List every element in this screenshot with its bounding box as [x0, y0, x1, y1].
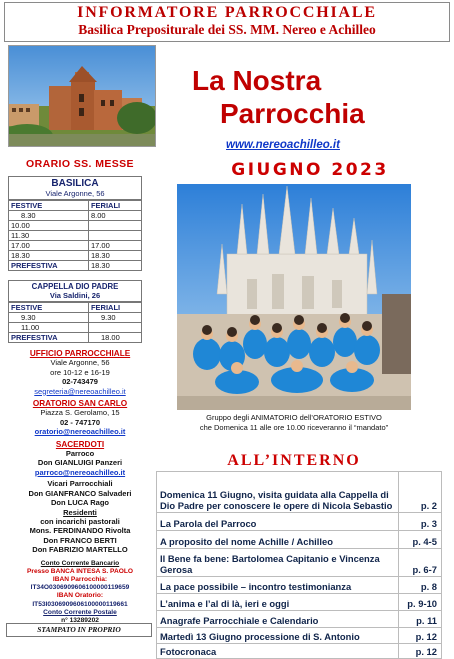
mass-schedule-title: ORARIO SS. MESSE [26, 158, 134, 170]
toc-row[interactable]: Domenica 11 Giugno, visita guidata alla Cappella di Dio Padre per conoscere le opere di Nicola Sebastio p. 2 [157, 472, 442, 513]
toc-row[interactable]: La pace possibile – incontro testimonianza p. 8 [157, 577, 442, 594]
oratory-email-link[interactable]: oratorio@nereoachilleo.it [34, 427, 126, 437]
cappella-schedule-table: FESTIVE FERIALI 9.30 9.30 11.00 PREFESTIVA 18.00 [8, 302, 142, 343]
toc-row[interactable]: Il Bene fa bene: Bartolomea Capitanio e Vincenza Gerosa p. 6-7 [157, 549, 442, 577]
priests-list: SACERDOTI Parroco Don GIANLUIGI Panzeri parroco@nereoachilleo.it Vicari Parrocchiali Don GIANFRANCO Salvaderi Don LUCA Rago Residenti con incarichi pastorali Mons. FERDINANDO Rivolta Don FRANCO BERTI Don FABRIZIO MARTELLO [4, 440, 156, 555]
contents-table [156, 471, 442, 659]
office-email-link[interactable]: segreteria@nereoachilleo.it [34, 386, 126, 396]
toc-row[interactable]: L’anima e l’al di là, ieri e oggi p. 9-10 [157, 594, 442, 611]
toc-row[interactable]: Fotocronaca p. 12 [157, 644, 442, 659]
website-link[interactable]: www.nereoachilleo.it [226, 139, 340, 151]
toc-row[interactable]: Martedì 13 Giugno processione di S. Antonio p. 12 [157, 628, 442, 644]
masthead-title: INFORMATORE PARROCCHIALE [77, 4, 377, 21]
parish-office: UFFICIO PARROCCHIALE Viale Argonne, 56 ore 10-12 e 16-19 02-743479 segreteria@nereoachilleo.it [4, 349, 156, 396]
oratory-info: ORATORIO SAN CARLO Piazza S. Gerolamo, 15 02 - 747170 oratorio@nereoachilleo.it [4, 399, 156, 437]
parish-logo [192, 60, 422, 130]
photo-caption: Gruppo degli ANIMATORIO dell’ORATORIO ESTIVO che Domenica 11 alle ore 10.00 riceveranno il “mandato” [199, 413, 389, 432]
printed-inhouse-note: STAMPATO IN PROPRIO [6, 623, 152, 637]
toc-row[interactable]: La Parola del Parroco p. 3 [157, 513, 442, 531]
parroco-email-link[interactable]: parroco@nereoachilleo.it [34, 467, 126, 477]
basilica-schedule-table: FESTIVE FERIALI 8.30 8.00 10.00 11.30 17.00 17.00 18.30 18.30 PREFESTIVA 18.30 [8, 200, 142, 271]
basilica-heading: BASILICA Viale Argonne, 56 [8, 176, 142, 200]
bank-accounts: Conto Corrente Bancario Presso BANCA INTESA S. PAOLO IBAN Parrocchia: IT34O0306909606100000119659 IBAN Oratorio: IT53I0306909606100000119661 Conto Corrente Postale n° 13289202 [26, 559, 133, 624]
issue-date: GIUGNO 2023 [231, 160, 389, 180]
masthead-subtitle: Basilica Prepositurale dei SS. MM. Nereo e Achilleo [78, 22, 376, 37]
contents-title: ALL’INTERNO [227, 452, 361, 469]
toc-row[interactable]: Anagrafe Parrocchiale e Calendario p. 11 [157, 611, 442, 628]
toc-row[interactable]: A proposito del nome Achille / Achilleo p. 4-5 [157, 531, 442, 549]
masthead [4, 2, 450, 42]
logo-line1: La Nostra [192, 65, 322, 96]
cappella-heading: CAPPELLA DIO PADRE Via Saldini, 26 [8, 280, 142, 302]
basilica-photo [8, 45, 156, 147]
duomo-group-photo [177, 184, 411, 410]
logo-line2: Parrocchia [220, 98, 365, 129]
info-sidebar [4, 158, 156, 625]
